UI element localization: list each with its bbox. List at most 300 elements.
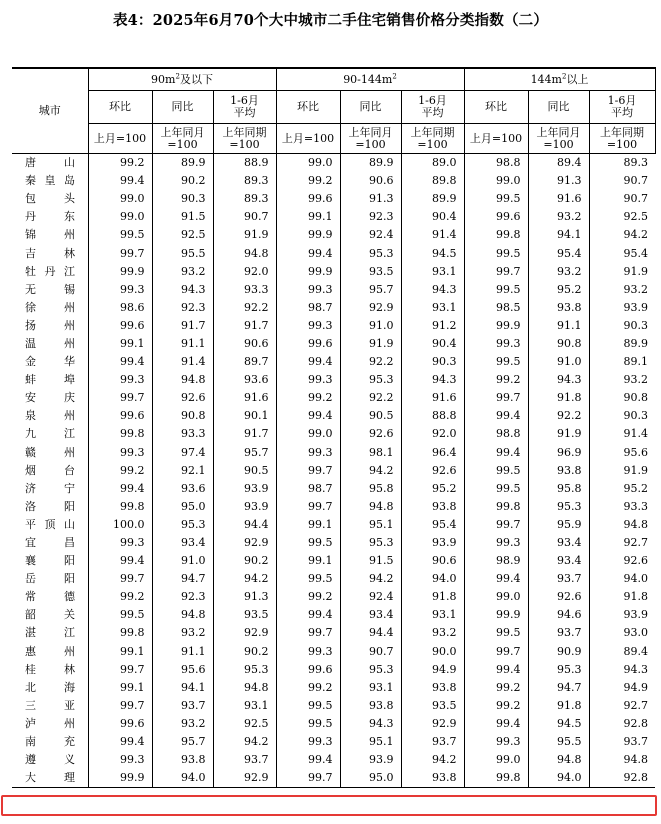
value-cell: 90.5 [213,462,276,480]
value-cell: 94.0 [401,570,464,588]
city-char: 宜 [25,536,36,550]
value-cell: 93.7 [213,751,276,769]
value-cell: 99.0 [464,751,528,769]
value-cell: 99.5 [276,570,340,588]
value-cell: 99.4 [276,751,340,769]
value-cell: 94.3 [401,281,464,299]
value-cell: 93.0 [589,624,655,642]
value-cell: 91.6 [528,190,589,208]
value-cell: 99.7 [88,570,152,588]
value-cell: 99.0 [464,588,528,606]
city-char: 州 [64,228,75,242]
group-header: $144m^2$以上 [464,68,655,91]
city-cell [12,244,88,262]
city-cell [12,769,88,788]
value-cell: 95.3 [152,516,213,534]
value-cell: 99.4 [88,552,152,570]
value-cell: 95.3 [340,244,401,262]
value-cell: 92.0 [401,425,464,443]
value-cell: 89.9 [401,190,464,208]
value-cell: 99.3 [464,534,528,552]
value-cell: 99.2 [276,679,340,697]
value-cell: 94.8 [589,751,655,769]
city-cell [12,715,88,733]
value-cell: 99.5 [464,624,528,642]
value-cell: 91.6 [213,389,276,407]
city-char: 遵 [25,753,36,767]
value-cell: 91.7 [152,317,213,335]
value-cell: 95.3 [340,661,401,679]
table-row [12,371,655,389]
value-cell: 99.4 [464,407,528,425]
table-row [12,570,655,588]
city-cell [12,498,88,516]
value-cell: 99.3 [464,335,528,353]
value-cell: 99.5 [464,353,528,371]
value-cell: 99.0 [464,172,528,190]
city-char: 安 [25,391,36,405]
value-cell: 93.9 [589,299,655,317]
city-char: 岛 [64,174,75,188]
value-cell: 94.7 [152,570,213,588]
table-row [12,588,655,606]
table-row [12,407,655,425]
value-cell: 93.3 [213,281,276,299]
city-cell [12,154,88,173]
city-char: 锦 [25,228,36,242]
city-char: 宁 [64,481,75,495]
table-row [12,208,655,226]
value-cell: 93.6 [213,371,276,389]
table-row [12,751,655,769]
base-header: 上年同月 =100 [152,124,213,154]
city-char: 烟 [25,463,36,477]
city-cell [12,480,88,498]
city-cell [12,552,88,570]
table-row [12,643,655,661]
value-cell: 93.8 [340,697,401,715]
value-cell: 92.8 [589,715,655,733]
value-cell: 92.3 [152,299,213,317]
value-cell: 91.2 [401,317,464,335]
city-char: 州 [64,300,75,314]
value-cell: 90.7 [213,208,276,226]
value-cell: 95.6 [152,661,213,679]
price-index-table [12,67,656,788]
value-cell: 93.7 [152,697,213,715]
value-cell: 99.7 [88,389,152,407]
table-row [12,606,655,624]
city-char: 徐 [25,300,36,314]
table-row [12,624,655,642]
table-row [12,172,655,190]
city-char: 山 [64,517,75,531]
city-char: 关 [64,608,75,622]
value-cell: 92.9 [213,534,276,552]
city-char: 头 [64,192,75,206]
value-cell: 99.7 [464,263,528,281]
value-cell: 98.5 [464,299,528,317]
value-cell: 91.1 [152,335,213,353]
value-cell: 93.3 [152,425,213,443]
value-cell: 99.7 [88,661,152,679]
table-row [12,534,655,552]
value-cell: 90.2 [213,552,276,570]
city-char: 州 [64,336,75,350]
value-cell: 99.3 [276,733,340,751]
value-cell: 95.2 [589,480,655,498]
value-cell: 95.3 [528,498,589,516]
value-cell: 90.8 [589,389,655,407]
value-cell: 93.2 [152,715,213,733]
value-cell: 99.3 [88,371,152,389]
city-char: 吉 [25,246,36,260]
city-char: 阳 [64,499,75,513]
value-cell: 94.8 [213,244,276,262]
row-highlight-box [1,795,657,816]
value-cell: 98.8 [464,154,528,173]
value-cell: 88.9 [213,154,276,173]
city-cell [12,516,88,534]
value-cell: 94.8 [213,679,276,697]
value-cell: 99.3 [88,751,152,769]
table-row [12,498,655,516]
value-cell: 99.5 [276,715,340,733]
value-cell: 99.4 [276,407,340,425]
value-cell: 92.9 [340,299,401,317]
table-row [12,353,655,371]
value-cell: 93.2 [589,281,655,299]
value-cell: 99.8 [464,226,528,244]
header-metric-row [12,91,655,124]
value-cell: 92.6 [528,588,589,606]
value-cell: 94.2 [340,462,401,480]
value-cell: 98.8 [464,425,528,443]
city-char: 常 [25,590,36,604]
value-cell: 92.7 [589,697,655,715]
table-row [12,552,655,570]
value-cell: 91.8 [528,697,589,715]
table-row [12,263,655,281]
table-row [12,462,655,480]
value-cell: 99.1 [88,679,152,697]
table-row [12,697,655,715]
value-cell: 98.9 [464,552,528,570]
value-cell: 95.0 [152,498,213,516]
value-cell: 92.9 [401,715,464,733]
value-cell: 94.4 [340,624,401,642]
value-cell: 90.6 [213,335,276,353]
base-header: 上年同期 =100 [589,124,655,154]
value-cell: 95.7 [213,444,276,462]
value-cell: 91.8 [401,588,464,606]
table-row [12,480,655,498]
value-cell: 93.3 [589,498,655,516]
city-char: 东 [64,210,75,224]
value-cell: 91.8 [528,389,589,407]
value-cell: 94.6 [528,606,589,624]
value-cell: 94.8 [528,751,589,769]
value-cell: 91.9 [589,263,655,281]
value-cell: 93.9 [213,480,276,498]
value-cell: 99.3 [88,444,152,462]
value-cell: 92.9 [213,624,276,642]
value-cell: 91.7 [213,317,276,335]
value-cell: 90.9 [528,643,589,661]
city-char: 丹 [25,210,36,224]
table-row [12,769,655,788]
value-cell: 91.4 [152,353,213,371]
value-cell: 93.2 [528,208,589,226]
city-char: 州 [64,409,75,423]
value-cell: 89.9 [340,154,401,173]
value-cell: 90.7 [340,643,401,661]
value-cell: 94.0 [152,769,213,788]
value-cell: 99.6 [276,335,340,353]
table-row [12,516,655,534]
value-cell: 94.8 [152,371,213,389]
value-cell: 89.4 [589,643,655,661]
value-cell: 95.3 [528,661,589,679]
value-cell: 93.1 [340,679,401,697]
value-cell: 93.2 [152,263,213,281]
base-header: 上年同期 =100 [213,124,276,154]
city-char: 襄 [25,554,36,568]
value-cell: 93.2 [589,371,655,389]
value-cell: 95.3 [213,661,276,679]
value-cell: 99.9 [276,226,340,244]
city-cell [12,606,88,624]
value-cell: 95.4 [589,244,655,262]
value-cell: 94.1 [152,679,213,697]
value-cell: 98.7 [276,480,340,498]
group-header: $90-144m^2$ [276,68,464,91]
city-cell [12,697,88,715]
table-row [12,733,655,751]
city-char: 江 [64,626,75,640]
value-cell: 89.8 [401,172,464,190]
city-cell [12,643,88,661]
city-char: 州 [64,644,75,658]
value-cell: 99.3 [276,317,340,335]
value-cell: 92.7 [589,534,655,552]
city-char: 华 [64,355,75,369]
city-char: 三 [25,698,36,712]
value-cell: 99.4 [88,172,152,190]
value-cell: 99.6 [88,317,152,335]
base-header: 上年同期 =100 [401,124,464,154]
value-cell: 99.2 [276,588,340,606]
city-char: 温 [25,336,36,350]
value-cell: 91.3 [340,190,401,208]
value-cell: 90.3 [589,407,655,425]
value-cell: 95.4 [401,516,464,534]
table-title: 表4：2025年6月70个大中城市二手住宅销售价格分类指数（二） [112,12,549,29]
value-cell: 99.4 [464,570,528,588]
city-char: 顶 [44,517,56,531]
value-cell: 92.0 [213,263,276,281]
table-row [12,389,655,407]
city-char: 德 [64,590,75,604]
value-cell: 99.6 [464,208,528,226]
value-cell: 92.5 [152,226,213,244]
value-cell: 100.0 [88,516,152,534]
value-cell: 95.5 [152,244,213,262]
metric-header: 环比 [88,91,152,124]
value-cell: 99.2 [464,679,528,697]
city-char: 阳 [64,572,75,586]
value-cell: 99.3 [276,444,340,462]
city-char: 惠 [25,644,36,658]
value-cell: 93.7 [589,733,655,751]
header-group-row [12,68,655,91]
value-cell: 91.5 [340,552,401,570]
value-cell: 95.3 [340,534,401,552]
value-cell: 95.2 [528,281,589,299]
city-cell [12,299,88,317]
value-cell: 92.2 [528,407,589,425]
value-cell: 92.8 [589,769,655,788]
value-cell: 99.1 [88,335,152,353]
table-row [12,317,655,335]
city-char: 丹 [44,264,56,278]
value-cell: 98.6 [88,299,152,317]
value-cell: 94.5 [528,715,589,733]
city-char: 蚌 [25,373,36,387]
city-cell [12,462,88,480]
value-cell: 99.3 [276,371,340,389]
value-cell: 93.9 [401,534,464,552]
value-cell: 90.6 [340,172,401,190]
city-char: 阳 [64,554,75,568]
value-cell: 94.9 [401,661,464,679]
value-cell: 99.4 [464,715,528,733]
value-cell: 95.7 [340,281,401,299]
city-cell [12,588,88,606]
value-cell: 90.5 [340,407,401,425]
value-cell: 99.2 [276,389,340,407]
value-cell: 99.9 [464,606,528,624]
value-cell: 93.8 [401,769,464,788]
base-header: 上月=100 [464,124,528,154]
metric-header: 同比 [528,91,589,124]
value-cell: 93.4 [340,606,401,624]
value-cell: 92.4 [340,226,401,244]
value-cell: 93.9 [589,606,655,624]
value-cell: 95.9 [528,516,589,534]
value-cell: 92.9 [213,769,276,788]
value-cell: 90.7 [589,190,655,208]
value-cell: 99.1 [276,208,340,226]
value-cell: 90.7 [589,172,655,190]
value-cell: 99.7 [88,697,152,715]
value-cell: 99.7 [276,462,340,480]
value-cell: 95.1 [340,516,401,534]
metric-header: 1-6月 平均 [401,91,464,124]
city-cell [12,570,88,588]
value-cell: 99.0 [276,425,340,443]
value-cell: 90.8 [528,335,589,353]
base-header: 上年同月 =100 [340,124,401,154]
value-cell: 93.2 [401,624,464,642]
city-cell [12,172,88,190]
value-cell: 99.5 [276,697,340,715]
city-char: 州 [64,318,75,332]
city-cell [12,190,88,208]
value-cell: 99.5 [464,281,528,299]
value-cell: 92.6 [340,425,401,443]
value-cell: 99.7 [276,498,340,516]
city-char: 庆 [64,391,75,405]
city-char: 昌 [64,536,75,550]
value-cell: 99.7 [464,389,528,407]
value-cell: 90.8 [152,407,213,425]
group-header: $90m^2$及以下 [88,68,276,91]
table-row [12,715,655,733]
table-row [12,226,655,244]
metric-header: 同比 [340,91,401,124]
value-cell: 92.2 [340,389,401,407]
city-cell [12,425,88,443]
value-cell: 94.3 [589,661,655,679]
value-cell: 92.6 [589,552,655,570]
value-cell: 94.2 [213,570,276,588]
value-cell: 89.1 [589,353,655,371]
value-cell: 92.6 [401,462,464,480]
city-cell [12,317,88,335]
city-char: 平 [25,517,36,531]
value-cell: 94.2 [589,226,655,244]
value-cell: 99.4 [88,353,152,371]
value-cell: 91.9 [528,425,589,443]
value-cell: 94.8 [340,498,401,516]
city-cell [12,263,88,281]
city-char: 江 [64,427,75,441]
value-cell: 92.4 [340,588,401,606]
value-cell: 93.9 [213,498,276,516]
value-cell: 93.2 [152,624,213,642]
value-cell: 93.7 [528,570,589,588]
value-cell: 94.8 [589,516,655,534]
value-cell: 99.4 [464,661,528,679]
value-cell: 99.8 [464,769,528,788]
city-char: 唐 [25,156,36,170]
value-cell: 99.2 [88,462,152,480]
value-cell: 99.3 [88,281,152,299]
city-char: 埠 [64,373,75,387]
city-char: 济 [25,481,36,495]
value-cell: 90.2 [152,172,213,190]
value-cell: 93.6 [152,480,213,498]
city-cell [12,226,88,244]
city-char: 九 [25,427,36,441]
value-cell: 91.9 [213,226,276,244]
value-cell: 89.4 [528,154,589,173]
value-cell: 93.1 [213,697,276,715]
value-cell: 99.7 [88,244,152,262]
value-cell: 99.3 [276,643,340,661]
value-cell: 99.3 [276,281,340,299]
city-char: 州 [64,445,75,459]
value-cell: 96.9 [528,444,589,462]
value-cell: 94.9 [589,679,655,697]
value-cell: 89.7 [213,353,276,371]
value-cell: 92.5 [213,715,276,733]
value-cell: 90.3 [401,353,464,371]
table-row [12,661,655,679]
value-cell: 99.4 [464,444,528,462]
value-cell: 93.2 [528,263,589,281]
